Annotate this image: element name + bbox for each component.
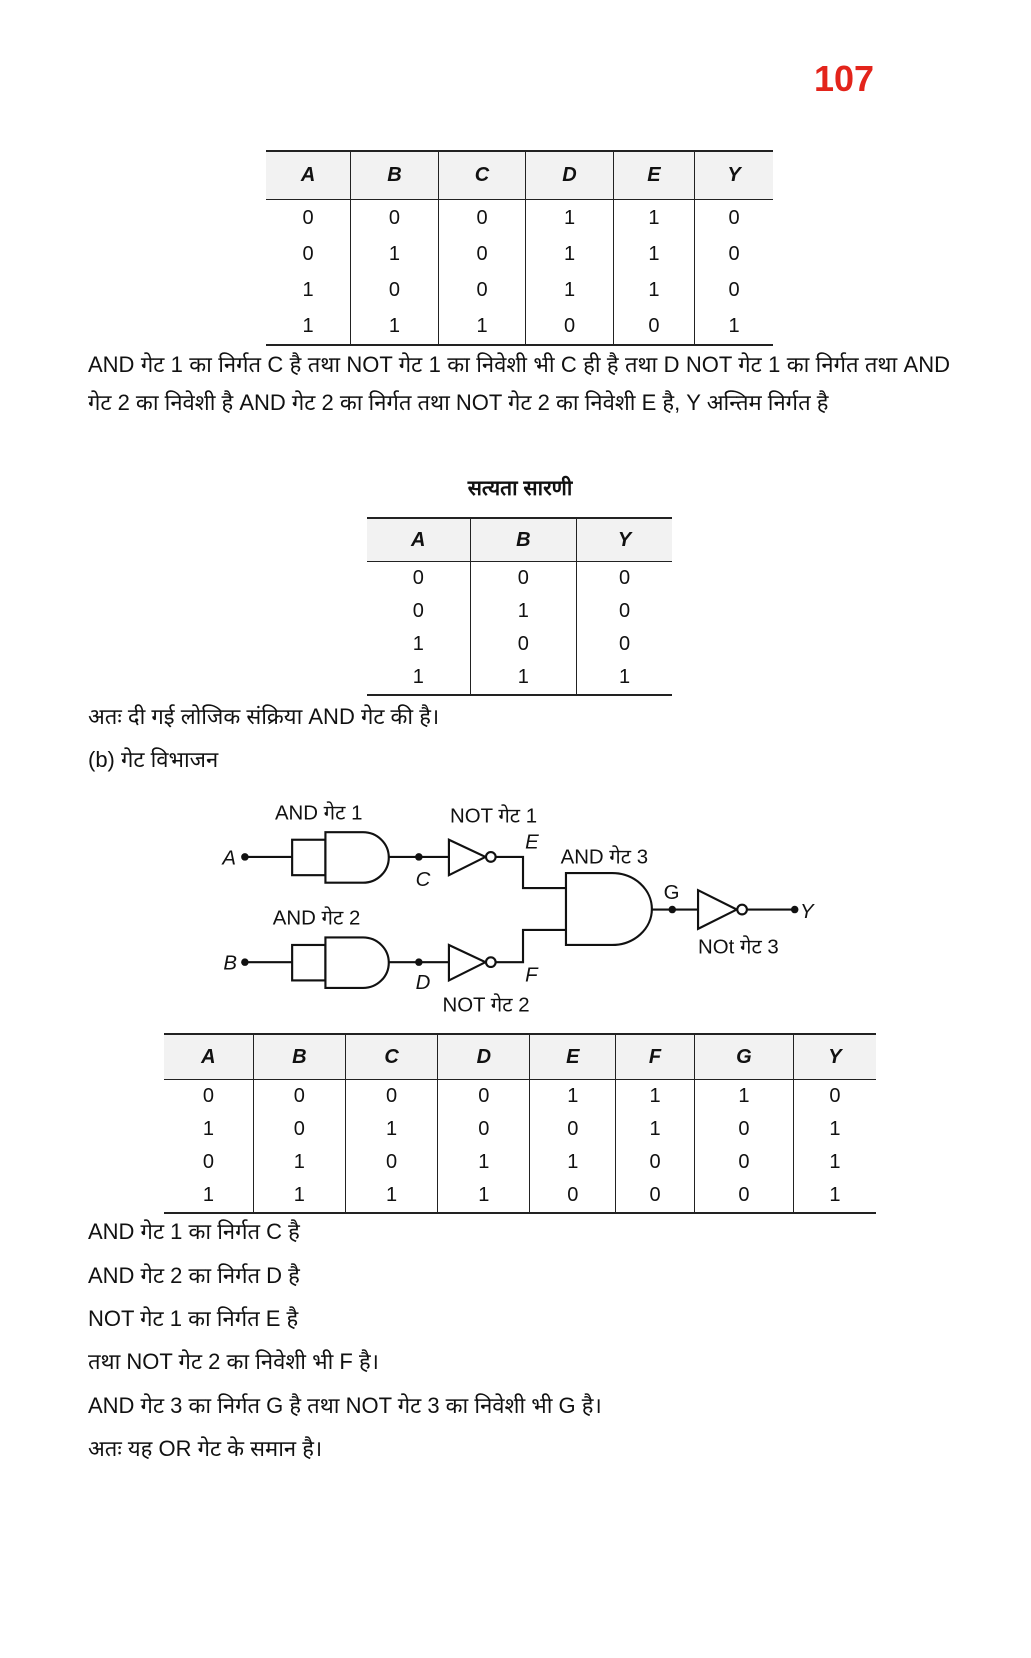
table-cell: 1: [793, 1179, 876, 1213]
column-header: Y: [695, 151, 773, 200]
conclusion-and: अतः दी गई लोजिक संक्रिया AND गेट की है।: [88, 704, 440, 729]
table-cell: 1: [616, 1113, 695, 1146]
table-cell: 1: [526, 236, 614, 272]
table-cell: 0: [438, 1113, 530, 1146]
table-cell: 1: [351, 308, 439, 345]
table-cell: 1: [530, 1080, 616, 1114]
table-cell: 0: [694, 1179, 793, 1213]
table-row: [164, 1113, 876, 1146]
table-cell: 0: [694, 1146, 793, 1179]
table-cell: 1: [470, 661, 577, 695]
column-header: E: [613, 151, 694, 200]
explanation-line: अतः यह OR गेट के समान है।: [88, 1436, 323, 1461]
explanation-line: AND गेट 1 का निर्गत C है: [88, 1219, 300, 1244]
node-g: G: [663, 881, 680, 904]
table-cell: 0: [202, 1151, 214, 1173]
table-cell: 1: [302, 278, 314, 301]
column-header: E: [530, 1034, 616, 1080]
column-header: B: [351, 151, 439, 200]
table-cell: 0: [345, 1080, 437, 1114]
table-cell: 1: [302, 314, 314, 337]
column-header: Y: [793, 1034, 876, 1080]
table-cell: 0: [616, 1146, 695, 1179]
explanation-line: AND गेट 2 का निर्गत D है: [88, 1263, 300, 1288]
column-header: A: [164, 1034, 253, 1080]
node-y: Y: [800, 901, 814, 924]
table-cell: 1: [253, 1146, 345, 1179]
table-cell: 1: [202, 1184, 214, 1206]
column-header: A: [266, 151, 351, 200]
table-cell: 1: [438, 1146, 530, 1179]
table-cell: 1: [438, 308, 526, 345]
table-cell: 1: [351, 236, 439, 272]
node-f: F: [525, 964, 538, 987]
column-header: G: [694, 1034, 793, 1080]
table-cell: 1: [526, 272, 614, 308]
table-cell: 1: [695, 308, 773, 345]
table-row: [164, 1146, 876, 1179]
table-row: [164, 1179, 876, 1213]
explanation-line: NOT गेट 1 का निर्गत E है: [88, 1306, 299, 1331]
table-cell: 0: [438, 236, 526, 272]
table-cell: 0: [438, 272, 526, 308]
table-cell: 0: [412, 600, 424, 622]
header-row: [164, 1034, 876, 1080]
paragraph-1: AND गेट 1 का निर्गत C है तथा NOT गेट 1 का निवेशी भी C ही है तथा D NOT गेट 1 का निर्गत तथा AND गेट 2 का निवेशी है AND गेट 2 का निर्गत तथा NOT गेट 2 का निवेशी E है, Y अन्तिम निर्गत है: [88, 352, 950, 415]
node-d: D: [415, 972, 431, 995]
label-not-gate-1: NOT गेट 1: [449, 805, 538, 828]
table-cell: 0: [351, 200, 439, 237]
label-and-gate-3: AND गेट 3: [560, 846, 649, 869]
not-gate-2: [449, 930, 566, 980]
table-cell: 1: [793, 1146, 876, 1179]
label-not-gate-3: NOt गेट 3: [698, 936, 779, 959]
table-cell: 1: [345, 1113, 437, 1146]
table-cell: 0: [351, 272, 439, 308]
table-cell: 1: [470, 595, 577, 628]
label-and-gate-2: AND गेट 2: [272, 907, 361, 930]
label-and-gate-1: AND गेट 1: [274, 802, 363, 825]
not-gate-1: [449, 840, 566, 888]
table-cell: 0: [695, 236, 773, 272]
table-cell: 0: [202, 1085, 214, 1107]
table-cell: 0: [253, 1113, 345, 1146]
truth-table-3: [164, 1033, 876, 1214]
section-b-heading: (b) गेट विभाजन: [88, 747, 219, 772]
column-header: C: [438, 151, 526, 200]
table-cell: 0: [345, 1146, 437, 1179]
table-cell: 0: [438, 200, 526, 237]
table-cell: 1: [253, 1179, 345, 1213]
table-cell: 0: [302, 206, 314, 229]
table-row: [164, 1080, 876, 1114]
table-cell: 0: [470, 628, 577, 661]
table-cell: 0: [302, 242, 314, 265]
column-header: B: [253, 1034, 345, 1080]
table-cell: 0: [438, 1080, 530, 1114]
table-cell: 0: [695, 272, 773, 308]
table-cell: 0: [526, 308, 614, 345]
label-not-gate-2: NOT गेट 2: [442, 994, 530, 1017]
table-cell: 0: [694, 1113, 793, 1146]
node-e: E: [525, 831, 539, 854]
table-cell: 1: [412, 633, 424, 655]
table-cell: 1: [345, 1179, 437, 1213]
table-cell: 0: [412, 567, 424, 589]
table-cell: 1: [613, 236, 694, 272]
node-b: B: [223, 952, 238, 975]
node-a: A: [222, 847, 236, 870]
table-cell: 0: [577, 562, 672, 596]
table-cell: 1: [694, 1080, 793, 1114]
table-cell: 1: [577, 661, 672, 695]
explanation-line: AND गेट 3 का निर्गत G है तथा NOT गेट 3 का निवेशी भी G है।: [88, 1393, 602, 1418]
node-c: C: [415, 868, 431, 891]
table-cell: 0: [530, 1113, 616, 1146]
table-cell: 0: [695, 200, 773, 237]
not-gate-3: [698, 890, 795, 929]
column-header: Y: [577, 518, 672, 562]
column-header: C: [345, 1034, 437, 1080]
table-cell: 0: [253, 1080, 345, 1114]
truth-table-title: सत्यता सारणी: [467, 477, 573, 500]
table-cell: 1: [412, 666, 424, 688]
column-header: D: [438, 1034, 530, 1080]
column-header: F: [616, 1034, 695, 1080]
table-cell: 0: [470, 562, 577, 596]
column-header: D: [526, 151, 614, 200]
column-header: B: [470, 518, 577, 562]
table-cell: 0: [793, 1080, 876, 1114]
table-cell: 1: [613, 200, 694, 237]
explanation-line: तथा NOT गेट 2 का निवेशी भी F है।: [88, 1349, 379, 1374]
table-cell: 1: [616, 1080, 695, 1114]
table-cell: 1: [793, 1113, 876, 1146]
table-cell: 1: [530, 1146, 616, 1179]
table-cell: 0: [530, 1179, 616, 1213]
table-cell: 0: [577, 628, 672, 661]
table-cell: 1: [202, 1118, 214, 1140]
page-number: 107: [814, 58, 875, 99]
table-cell: 1: [613, 272, 694, 308]
table-cell: 0: [616, 1179, 695, 1213]
table-cell: 1: [526, 200, 614, 237]
table-cell: 0: [613, 308, 694, 345]
table-cell: 0: [577, 595, 672, 628]
table-cell: 1: [438, 1179, 530, 1213]
column-header: A: [367, 518, 470, 562]
